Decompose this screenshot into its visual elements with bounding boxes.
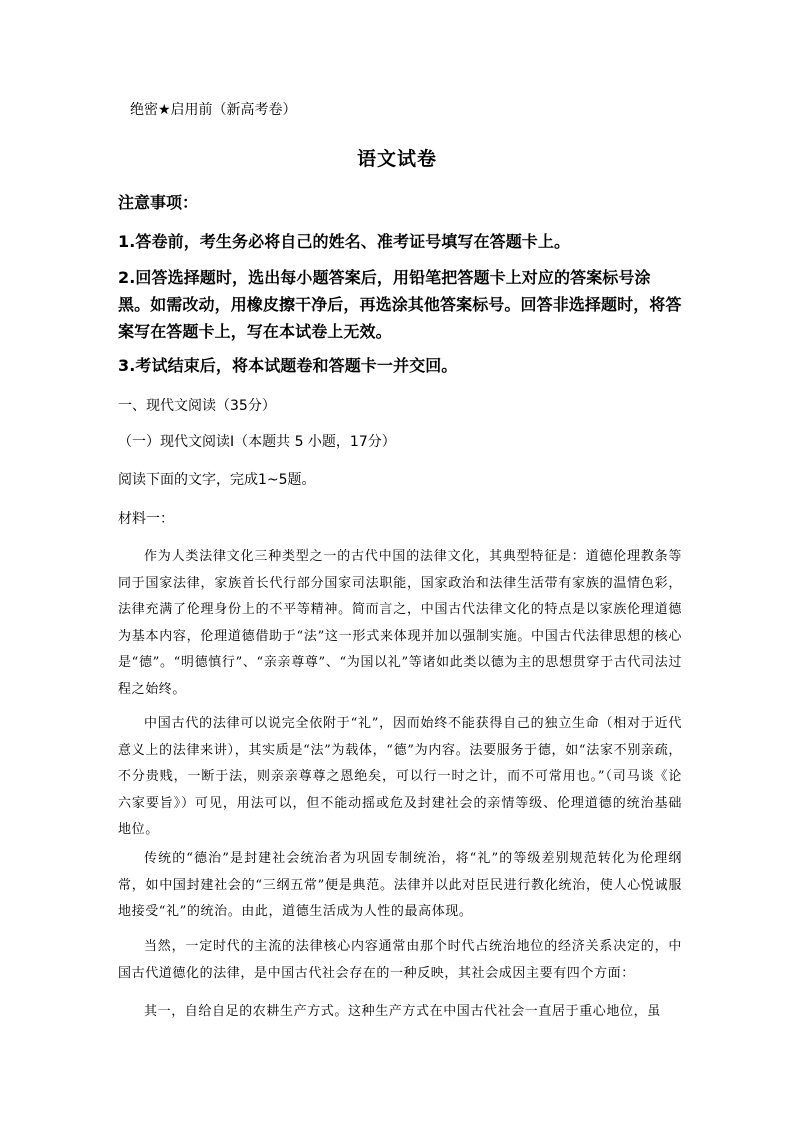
paragraph: 中国古代的法律可以说完全依附于“礼”，因而始终不能获得自己的独立生命（相对于近代意义上的法律来讲），其实质是“法”为载体，“德”为内容。法要服务于德，如“法家不别亲疏，不分贵贱，一断于法，则亲亲尊尊之恩绝矣，可以行一时之计，而不可常用也。”（司马谈《论六家要旨》）可见，用法可以，但不能动摇或危及封建社会的亲情等级、伦理道德的统治基础地位。	[118, 716, 682, 838]
sub-title: （一）现代文阅读Ⅰ（本题共 5 小题，17分）	[118, 434, 396, 450]
exam-title: 语文试卷	[356, 148, 437, 170]
notice-item: 1.答卷前，考生务必将自己的姓名、准考证号填写在答题卡上。	[118, 232, 571, 251]
paragraph: 传统的“德治”是封建社会统治者为巩固专制统治，将“礼”的等级差别规范转化为伦理纲常，如中国封建社会的“三纲五常”便是典范。法律并以此对臣民进行教化统治，使人心悦诚服地接受“礼”的统治。由此，道德生活成为人性的最高体现。	[118, 851, 682, 920]
instruction: 阅读下面的文字，完成1~5题。	[118, 472, 316, 488]
paragraph: 当然，一定时代的主流的法律核心内容通常由那个时代占统治地位的经济关系决定的，中国古代道德化的法律，是中国古代社会存在的一种反映，其社会成因主要有四个方面：	[118, 939, 682, 981]
secret-label: 绝密★启用前（新高考卷）	[130, 102, 297, 118]
part-title: 一、现代文阅读（35分）	[118, 398, 276, 414]
notice-item: 2.回答选择题时，选出每小题答案后，用铅笔把答题卡上对应的答案标号涂黑。如需改动，用橡皮擦干净后，再选涂其他答案标号。回答非选择题时，将答案写在答题卡上，写在本试卷上无效。	[118, 268, 682, 341]
notice-heading: 注意事项：	[118, 193, 199, 212]
paragraph: 其一，自给自足的农耕生产方式。这种生产方式在中国古代社会一直居于重心地位，虽	[144, 1004, 661, 1019]
paragraph: 作为人类法律文化三种类型之一的古代中国的法律文化，其典型特征是：道德伦理教条等同于国家法律，家族首长代行部分国家司法职能，国家政治和法律生活带有家族的温情色彩，法律充满了伦理身份上的不平等精神。简而言之，中国古代法律文化的特点是以家族伦理道德为基本内容，伦理道德借助于“法”这一形式来体现并加以强制实施。中国古代法律思想的核心是“德”。“明德慎行”、“亲亲尊尊”、“为国以礼”等诸如此类以德为主的思想贯穿于古代司法过程之始终。	[118, 549, 682, 697]
material-label: 材料一：	[118, 511, 174, 527]
notice-item: 3.考试结束后，将本试题卷和答题卡一并交回。	[118, 356, 458, 375]
